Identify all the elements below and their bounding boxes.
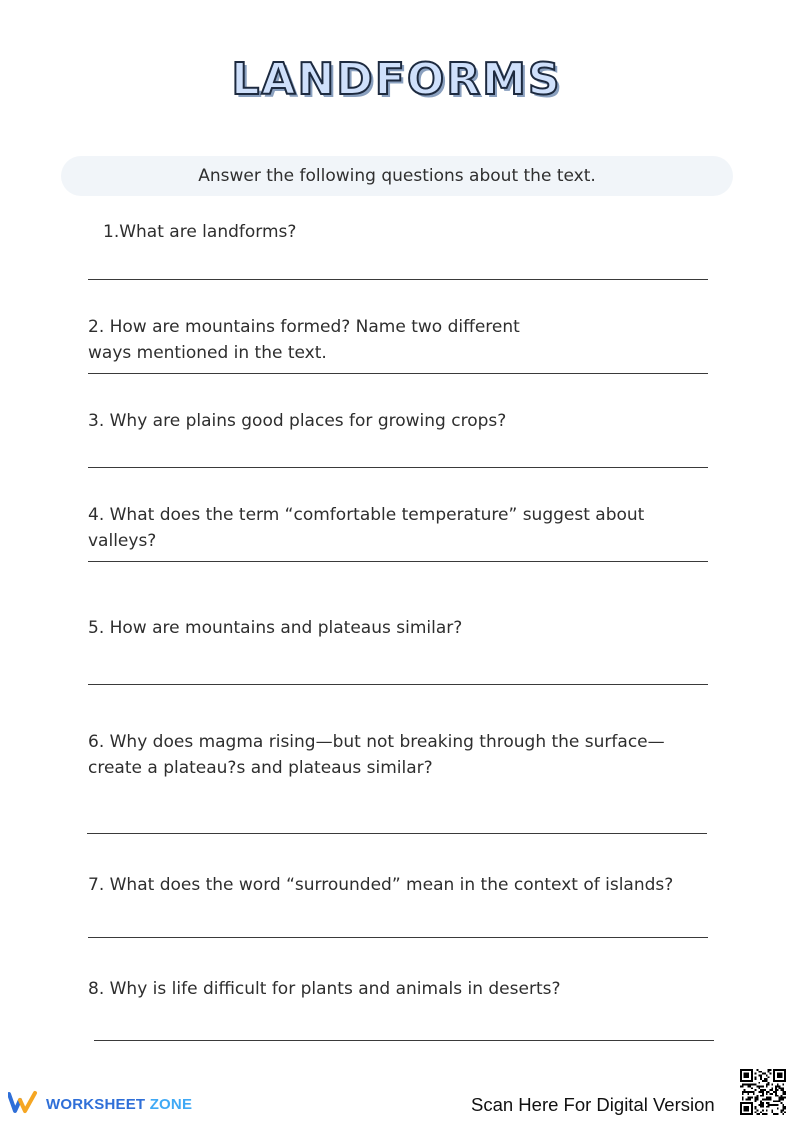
worksheetzone-logo[interactable]	[8, 1090, 192, 1118]
question-1-line-1: 1.What are landforms?	[103, 222, 297, 242]
answer-line-3	[88, 467, 708, 468]
question-3-line-1: 3. Why are plains good places for growing crops?	[88, 411, 507, 431]
question-6-line-2: create a plateau?s and plateaus similar?	[88, 758, 433, 778]
answer-line-5	[88, 684, 708, 685]
question-8-line-1: 8. Why is life difficult for plants and animals in deserts?	[88, 979, 561, 999]
question-6-line-1: 6. Why does magma rising—but not breaking through the surface—	[88, 732, 665, 752]
brand-name-part1: WORKSHEET	[46, 1095, 146, 1113]
instructions-text: Answer the following questions about the text.	[198, 166, 596, 186]
answer-line-4	[88, 561, 708, 562]
answer-line-1	[88, 279, 708, 280]
answer-line-6	[87, 833, 707, 834]
question-3	[88, 408, 506, 434]
brand-name-part2: ZONE	[149, 1095, 193, 1113]
question-5-line-1: 5. How are mountains and plateaus similar?	[88, 618, 463, 638]
question-1	[103, 219, 296, 245]
question-2-line-2: ways mentioned in the text.	[88, 343, 327, 363]
instructions-banner	[61, 156, 733, 196]
answer-line-7	[88, 937, 708, 938]
question-4	[88, 502, 644, 554]
brand-name	[46, 1096, 192, 1113]
question-2-line-1: 2. How are mountains formed? Name two different	[88, 317, 520, 337]
qr-code-icon[interactable]	[740, 1069, 786, 1119]
question-4-line-1: 4. What does the term “comfortable temperature” suggest about	[88, 505, 645, 525]
question-7-line-1: 7. What does the word “surrounded” mean in the context of islands?	[88, 875, 674, 895]
question-4-line-2: valleys?	[88, 531, 157, 551]
question-6	[88, 729, 665, 781]
worksheetzone-w-icon	[8, 1090, 40, 1118]
answer-line-8	[94, 1040, 714, 1041]
question-7	[88, 872, 673, 898]
question-8	[88, 976, 561, 1002]
scan-instruction: Scan Here For Digital Version	[471, 1094, 715, 1115]
answer-line-2	[88, 373, 708, 374]
question-2	[88, 314, 520, 366]
question-5	[88, 615, 462, 641]
worksheet-title: LANDFORMS	[231, 54, 562, 105]
